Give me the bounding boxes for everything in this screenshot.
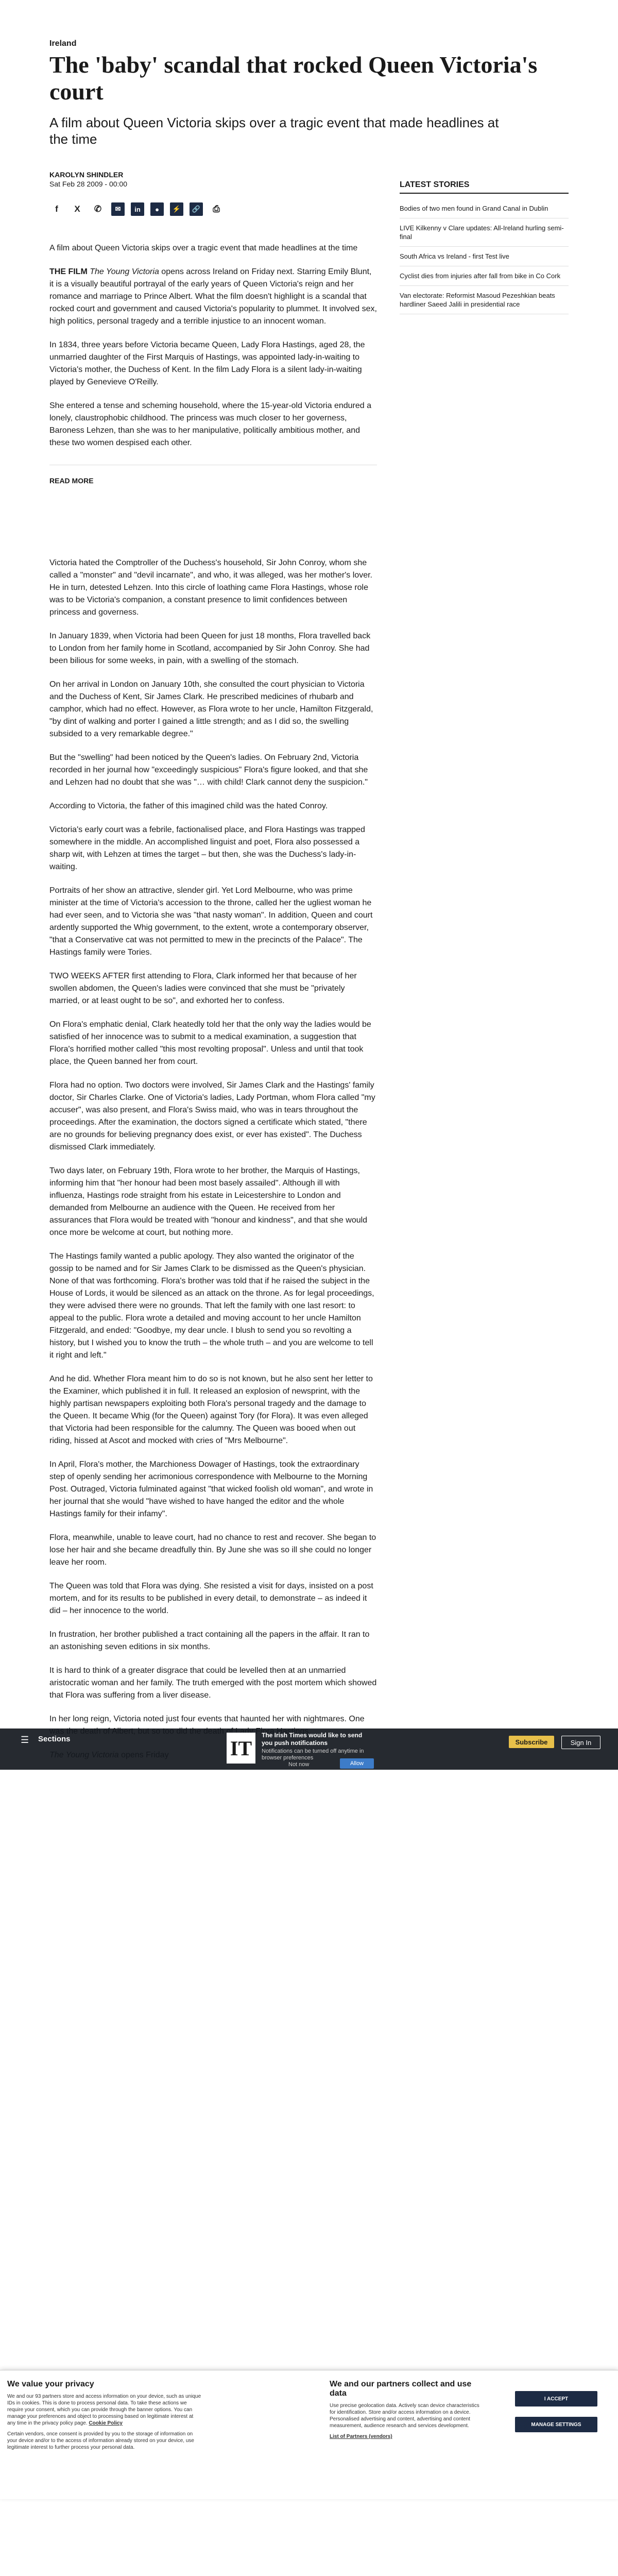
article-paragraph: Flora, meanwhile, unable to leave court, had no chance to rest and recover. She began to lose her hair and she became dreadfully thin. By June she was so ill she could no longer leave her room. xyxy=(49,1533,376,1567)
article-paragraph: In April, Flora's mother, the Marchioness Dowager of Hastings, took the extraordinary step of openly sending her acrimonious correspondence with Melbourne to the Morning Post. Outraged, Victoria fulminated against "that wicked foolish old woman", and wrote in her journal that she would "have wished to have hanged the editor and the whole Hastings family for their infamy". xyxy=(49,1460,373,1518)
partners-body: Use precise geolocation data. Actively scan device characteristics for identification. Store and/or access information on a device. Personalised advertising and content, advertising and content measurement, audience research and services development. xyxy=(330,2403,479,2429)
byline xyxy=(49,170,127,189)
article-paragraph: It is hard to think of a greater disgrace that could be levelled then at an unmarried aristocratic woman and her family. The truth emerged with the post mortem which showed that Flora was suffering from a liver disease. xyxy=(49,1666,377,1700)
article-paragraph: On her arrival in London on January 10th, she consulted the court physician to Victoria and the Duchess of Kent, Sir James Clark. He prescribed medicines of rhubarb and camphor, which had no effect. However, as Flora wrote to her uncle, Hamilton Fitzgerald, "by dint of walking and porter I gained a little strength; and as I did so, the swelling subsided to a very remarkable degree." xyxy=(49,680,373,738)
menu-icon[interactable]: ☰ xyxy=(21,1735,29,1745)
site-logo[interactable]: IT xyxy=(227,1733,255,1764)
standfirst: A film about Queen Victoria skips over a tragic event that made headlines at the time xyxy=(49,115,499,147)
whatsapp-icon[interactable]: ✆ xyxy=(94,204,102,214)
x-icon[interactable]: X xyxy=(74,204,80,214)
article-paragraph: In 1834, three years before Victoria became Queen, Lady Flora Hastings, aged 28, the unmarried daughter of the First Marquis of Hastings, was appointed lady-in-waiting to Victoria's mother, the Duchess of Kent. In the film Lady Flora is a silent lady-in-waiting played by Genevieve O'Reilly. xyxy=(49,341,365,386)
article-paragraph: Victoria hated the Comptroller of the Duchess's household, Sir John Conroy, whom she called a "monster" and "devil incarnate", and who, it was alleged, was her mother's lover. He in turn, detested Lehzen. Into this circle of loathing came Flora Hastings, whose role was to be Victoria's companion, a constant presence to limit confidences between princess and governess. xyxy=(49,558,372,617)
subscribe-button[interactable]: Subscribe xyxy=(509,1736,554,1748)
article-paragraph: Portraits of her show an attractive, slender girl. Yet Lord Melbourne, who was prime minister at the time of Victoria's accession to the throne, called her the ugliest woman he had ever seen, and to Victoria she was "that nasty woman". In addition, Queen and court ardently supported the Whig government, to the extent, wrote a contemporary observer, "that a Conservative cat was not permitted to mew in the precincts of the Palace". The Hastings family were Tories. xyxy=(49,886,373,957)
article-paragraph: Flora had no option. Two doctors were involved, Sir James Clark and the Hastings' family doctor, Sir Charles Clarke. One of Victoria's ladies, Lady Portman, whom Flora called "my accuser", was also present, and Flora's Swiss maid, who was in tears throughout the proceedings. After the examination, the doctors signed a certificate which stated, "there are no grounds for believing pregnancy does exist, or ever has existed". The Duchess dismissed Clark immediately. xyxy=(49,1081,375,1151)
consent-partners xyxy=(330,2380,484,2444)
article-paragraph: Victoria's early court was a febrile, factionalised place, and Flora Hastings was trapped somewhere in the middle. An accomplished linguist and poet, Flora also possessed a sharp wit, with Lehzen at times the target – but then, she was the Duchess's lady-in-waiting. xyxy=(49,825,365,871)
article-intro: A film about Queen Victoria skips over a tragic event that made headlines at the time xyxy=(49,244,358,252)
cookie-policy-link[interactable]: Cookie Policy xyxy=(89,2420,123,2426)
latest-stories xyxy=(400,180,569,314)
article-paragraph: But the "swelling" had been noticed by the Queen's ladies. On February 2nd, Victoria recorded in her journal how "exceedingly suspicious" Flora's figure looked, and that she and Lehzen had no doubt that she was "… with child! Clark cannot deny the suspicion." xyxy=(49,753,368,787)
article-paragraph: On Flora's emphatic denial, Clark heatedly told her that the only way the ladies would be satisfied of her innocence was to submit to a medical examination, a suggestion that Flora's horrified mother called "this most revolting proposal". Unless and until that took place, the Queen banned her from court. xyxy=(49,1020,371,1066)
consent-body-2: Certain vendors, once consent is provided by you to the storage of information on your device and/or to the access of information already stored on your device, use legitimate interest to further process your personal data. xyxy=(7,2431,194,2450)
latest-story[interactable]: Bodies of two men found in Grand Canal in Dublin xyxy=(400,199,569,218)
consent-banner xyxy=(0,2370,618,2499)
latest-story[interactable]: South Africa vs Ireland - first Test live xyxy=(400,247,569,266)
sections-button[interactable]: Sections xyxy=(38,1735,71,1743)
allow-button[interactable]: Allow xyxy=(340,1758,374,1769)
latest-stories-heading[interactable]: LATEST STORIES xyxy=(400,180,569,194)
article-paragraph: The Hastings family wanted a public apology. They also wanted the originator of the gossip to be named and for Sir James Clark to be dismissed as the Queen's physician. None of that was forthcoming. Flora's brother was told that if he raised the subject in the House of Lords, it would be silenced as an attack on the throne. As for legal proceedings, they were advised there were no grounds. That left the family with one last resort: to appeal to the public. Flora wrote a detailed and moving account to her uncle Hamilton Fitzgerald, and ended: "Goodbye, my dear uncle. I blush to send you so revolting a history, but I wished you to know the truth – the whole truth – and you are welcome to tell it right and left." xyxy=(49,1252,374,1360)
partners-title: We and our partners collect and use data xyxy=(330,2380,472,2398)
push-prompt-title: The Irish Times would like to send you push notifications xyxy=(262,1732,363,1747)
latest-story[interactable]: LIVE Kilkenny v Clare updates: All-Ireland hurling semi-final xyxy=(400,218,569,247)
article-paragraph: She entered a tense and scheming household, where the 15-year-old Victoria endured a lonely, claustrophobic childhood. The princess was much closer to her governess, Baroness Lehzen, than she was to her manipulative, politically ambitious mother, and these two women despised each other. xyxy=(49,401,372,447)
article-paragraph: The Queen was told that Flora was dying. She resisted a visit for days, insisted on a post mortem, and for its results to be published in every detail, to demonstrate – as indeed it did – her innocence to the world. xyxy=(49,1582,373,1615)
link-icon[interactable]: 🔗 xyxy=(190,202,203,216)
consent-info xyxy=(7,2380,203,2455)
consent-body: We and our 93 partners store and access information on your device, such as unique IDs in cookies. This is done to process personal data. To take these actions we require your consent, which you can provide through the banner options. You can manage your preferences and object to processing based on legitimate interest at any time in the privacy policy page. Cookie Policy xyxy=(7,2394,201,2426)
author[interactable]: KAROLYN SHINDLER xyxy=(49,171,124,179)
vendors-link[interactable]: List of Partners (vendors) xyxy=(330,2434,392,2439)
sign-in-button[interactable]: Sign In xyxy=(561,1736,600,1749)
manage-settings-button[interactable]: MANAGE SETTINGS xyxy=(515,2417,597,2432)
article-paragraph: TWO WEEKS AFTER first attending to Flora, Clark informed her that because of her swollen abdomen, the Queen's ladies were convinced that she must be "privately married, or at least ought to be so", and exhorted her to confess. xyxy=(49,972,357,1005)
print-icon[interactable]: ⎙ xyxy=(213,204,220,214)
article-paragraph: According to Victoria, the father of this imagined child was the hated Conroy. xyxy=(49,802,328,810)
latest-story[interactable]: Van electorate: Reformist Masoud Pezeshkian beats hardliner Saeed Jalili in presidential race xyxy=(400,286,569,314)
linkedin-icon[interactable]: in xyxy=(131,202,144,216)
not-now-button[interactable]: Not now xyxy=(288,1761,310,1768)
read-more-heading[interactable]: READ MORE xyxy=(49,465,377,557)
section-tag[interactable]: Ireland xyxy=(49,39,77,48)
headline: The 'baby' scandal that rocked Queen Victoria's court xyxy=(49,52,538,105)
article-paragraph: In frustration, her brother published a tract containing all the papers in the affair. It ran to an astonishing seven editions in six months. xyxy=(49,1630,370,1651)
article-paragraph: In January 1839, when Victoria had been Queen for just 18 months, Flora travelled back to London from her family home in Scotland, accompanied by Sir John Conroy. She had been bilious for some weeks, in pain, with a swelling of the stomach. xyxy=(49,632,371,665)
share-row xyxy=(49,202,224,216)
article-paragraph: And he did. Whether Flora meant him to do so is not known, but he also sent her letter to the Examiner, which published it in full. It released an explosion of newsprint, with the highly partisan newspapers exploiting both Flora's personal tragedy and the damage to the Queen. It became Whig (for the Queen) against Tory (for Flora). It was even alleged that Victoria had been responsible for the calumny. The Queen was booed when out riding, hissed at Ascot and mocked with cries of "Mrs Melbourne". xyxy=(49,1375,373,1445)
sticky-header xyxy=(0,1728,618,1770)
latest-story[interactable]: Cyclist dies from injuries after fall from bike in Co Cork xyxy=(400,266,569,286)
publish-date: Sat Feb 28 2009 - 00:00 xyxy=(49,180,127,188)
reddit-icon[interactable]: ● xyxy=(150,202,164,216)
facebook-icon[interactable]: f xyxy=(55,204,58,214)
article-body xyxy=(49,242,377,1773)
push-prompt-subtitle: Notifications can be turned off anytime in browser preferences xyxy=(262,1748,364,1761)
messenger-icon[interactable]: ⚡ xyxy=(170,202,183,216)
article-paragraph: Two days later, on February 19th, Flora wrote to her brother, the Marquis of Hastings, informing him that "her honour had been most basely assailed". Although ill with influenza, Hastings rode straight from his estate in Leicestershire to London and demanded from Melbourne an audience with the Queen. He received from her assurances that Flora would be treated with "honour and kindness", and that she would once more be welcome at court, but nothing more. xyxy=(49,1166,368,1237)
consent-title: We value your privacy xyxy=(7,2380,94,2388)
email-icon[interactable]: ✉ xyxy=(111,202,125,216)
article-paragraph: THE FILM The Young Victoria opens across Ireland on Friday next. Starring Emily Blunt, it is a visually beautiful portrayal of the early years of Queen Victoria's reign and her romance and marriage to Prince Albert. What the film doesn't highlight is a scandal that rocked court and government and caused Victoria's popularity to plummet. It involved sex, high politics, personal tragedy and a terrible injustice to an innocent woman. xyxy=(49,267,377,326)
accept-button[interactable]: I ACCEPT xyxy=(515,2391,597,2406)
article-paragraph: In her long reign, Victoria noted just four events that haunted her with nightmares. One xyxy=(49,1715,365,1723)
